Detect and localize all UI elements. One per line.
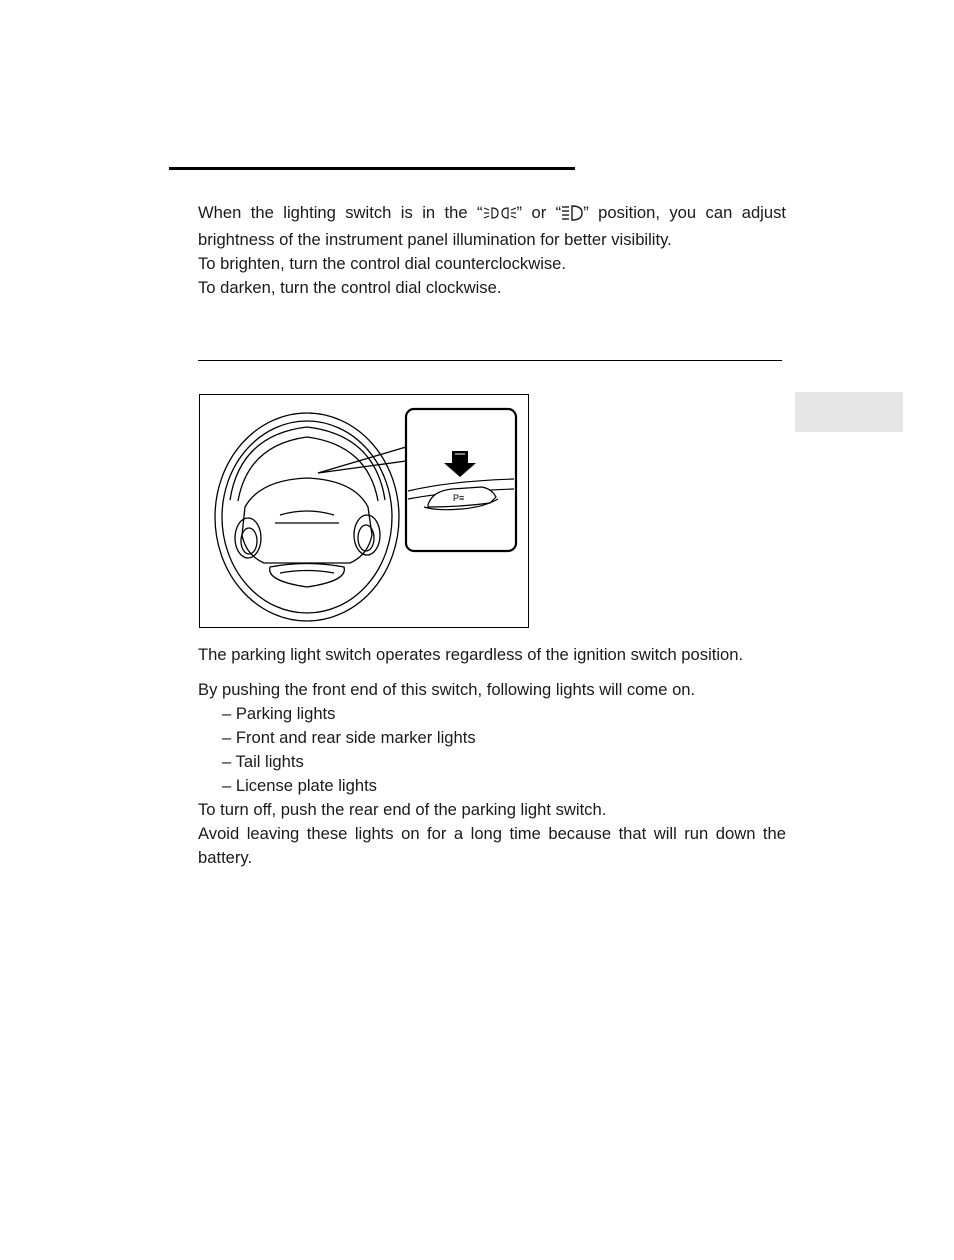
switch-marking: P≡ — [453, 493, 465, 503]
steering-wheel-illustration-icon — [200, 395, 528, 627]
text-line2: brightness of the instrument panel illumination for better visibility. — [198, 230, 672, 249]
text-line1-part-a: When the lighting switch is in the “ — [198, 203, 483, 222]
list-item: – Front and rear side marker lights — [222, 728, 476, 747]
text-darken: To darken, turn the control dial clockwise. — [198, 278, 502, 297]
text-turn-off: To turn off, push the rear end of the parking light switch. — [198, 800, 607, 819]
section-title-rule — [169, 167, 575, 170]
section-divider — [198, 360, 782, 361]
steering-wheel-parking-light-switch-illustration — [199, 394, 529, 628]
headlight-symbol-icon — [561, 204, 583, 228]
list-item: – License plate lights — [222, 776, 377, 795]
text-parking-switch-intro: The parking light switch operates regardless of the ignition switch position. — [198, 645, 744, 664]
instrument-panel-illumination-text — [198, 201, 786, 300]
text-push-front: By pushing the front end of this switch, following lights will come on. — [198, 680, 696, 699]
parking-light-switch-text — [198, 643, 786, 870]
parking-light-symbol-icon — [483, 204, 517, 228]
list-item: – Parking lights — [222, 704, 336, 723]
list-item: – Tail lights — [222, 752, 304, 771]
text-line1-part-b: ” or “ — [516, 203, 562, 222]
text-battery-warning: Avoid leaving these lights on for a long time because that will run down the battery. — [198, 824, 786, 867]
text-brighten: To brighten, turn the control dial counterclockwise. — [198, 254, 567, 273]
chapter-side-tab — [795, 392, 903, 432]
text-line1-part-c: ” position, you can adjust — [583, 203, 787, 222]
